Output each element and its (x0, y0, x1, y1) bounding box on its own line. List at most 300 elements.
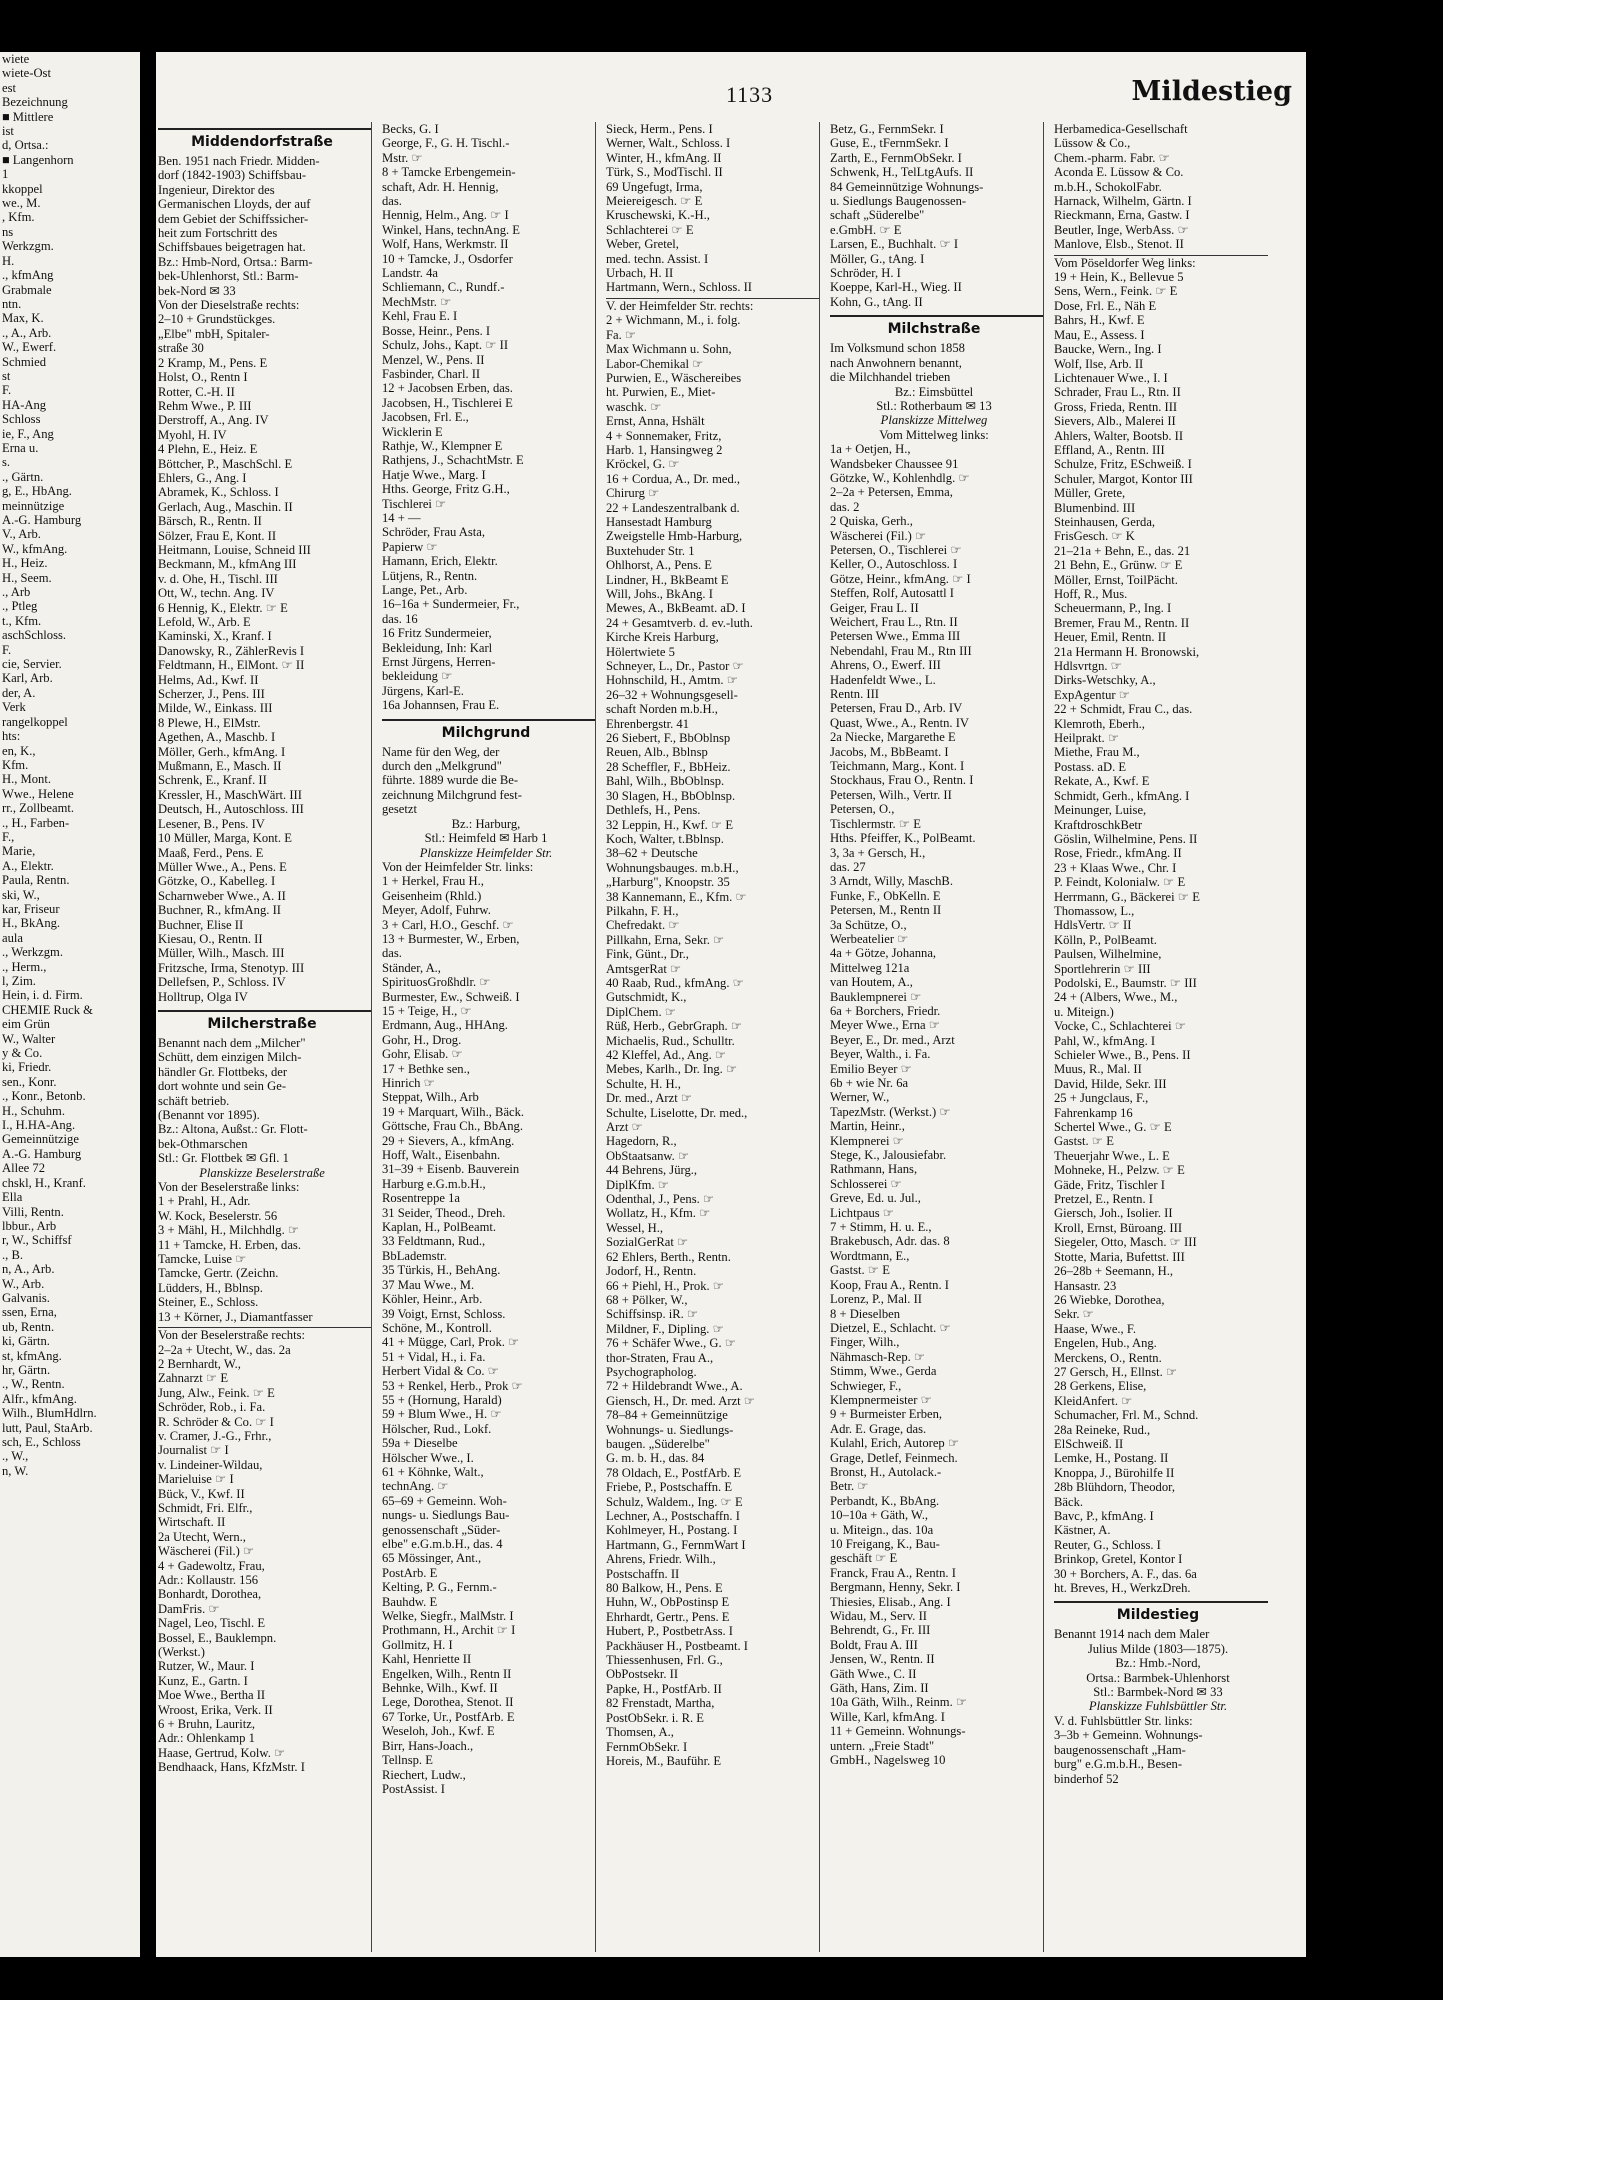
fragment-line: Alfr., kfmAng. (2, 1391, 77, 1406)
directory-entry: Chem.-pharm. Fabr. ☞ (1054, 150, 1170, 165)
directory-entry: Deutsch, H., Autoschloss. III (158, 802, 304, 817)
directory-entry: Dietzel, E., Schlacht. ☞ (830, 1320, 951, 1335)
directory-entry: Meinunger, Luise, (1054, 803, 1147, 818)
directory-entry: Lesener, B., Pens. IV (158, 816, 265, 831)
directory-entry: Papierw ☞ (382, 539, 438, 554)
directory-entry: Buchner, Elise II (158, 917, 244, 932)
directory-entry: Engelken, Wilh., Rentn II (382, 1666, 512, 1681)
street-heading: Milchstraße (830, 315, 1044, 341)
directory-entry: Ingenieur, Direktor des (158, 182, 275, 197)
directory-entry: Ahrens, O., Ewerf. III (830, 658, 941, 673)
directory-entry: BbLademstr. (382, 1248, 447, 1263)
fragment-line: y & Co. (2, 1046, 43, 1061)
directory-entry: 66 + Piehl, H., Prok. ☞ (606, 1278, 725, 1293)
directory-entry: nungs- u. Siedlungs Bau- (382, 1508, 510, 1523)
directory-entry: PostAssist. I (382, 1781, 445, 1796)
directory-entry: 2 Kramp, M., Pens. E (158, 355, 268, 370)
directory-entry: Werbeatelier ☞ (830, 931, 909, 946)
directory-entry: Birr, Hans-Joach., (382, 1738, 474, 1753)
directory-entry: Baucke, Wern., Ing. I (1054, 342, 1162, 357)
directory-entry: Bonhardt, Dorothea, (158, 1587, 262, 1602)
directory-entry: Von der Beselerstraße links: (158, 1180, 300, 1195)
directory-entry: Kohn, G., tAng. II (830, 294, 923, 309)
directory-entry: Bavc, P., kfmAng. I (1054, 1509, 1154, 1523)
fragment-line: t., Kfm. (2, 613, 42, 628)
fragment-line: W., Walter (2, 1031, 56, 1046)
directory-entry: Wille, Karl, kfmAng. I (830, 1709, 945, 1724)
directory-entry: Adr.: Ohlenkamp 1 (158, 1731, 255, 1746)
directory-entry: Podolski, E., Baumstr. ☞ III (1054, 975, 1197, 990)
directory-entry: Kunz, E., Gartn. I (158, 1673, 248, 1688)
directory-entry: schäft betrieb. (158, 1093, 230, 1108)
directory-entry: Steppat, Wilh., Arb (382, 1090, 479, 1105)
directory-entry: Bz.: Altona, Außst.: Gr. Flott- (158, 1122, 308, 1137)
directory-entry: dort wohnte und sein Ge- (158, 1079, 287, 1094)
directory-entry: Chirurg ☞ (606, 486, 660, 501)
directory-entry: Winter, H., kfmAng. II (606, 150, 722, 165)
fragment-line: ., H., Farben- (2, 815, 70, 830)
directory-entry: 28 Scheffler, F., BbHeiz. (606, 759, 731, 774)
directory-entry: Bossel, E., Bauklempn. (158, 1630, 277, 1645)
fragment-line: est (2, 80, 16, 95)
directory-entry: Gollmitz, H. I (382, 1637, 453, 1652)
directory-entry: Fa. ☞ (606, 327, 637, 342)
directory-entry: Bärsch, R., Rentn. II (158, 514, 262, 529)
directory-entry: DiplKfm. ☞ (606, 1177, 670, 1192)
directory-entry: Ständer, A., (382, 960, 441, 975)
directory-entry: genossenschaft „Süder- (382, 1522, 501, 1537)
directory-entry: 3a Schütze, O., (830, 917, 907, 932)
directory-entry: schaft Norden m.b.H., (606, 702, 718, 717)
directory-entry: 11 + Tamcke, H. Erben, das. (158, 1237, 301, 1252)
directory-entry: Gastst. ☞ E (1054, 1134, 1114, 1149)
directory-entry: Hubert, P., PostbetrAss. I (606, 1624, 733, 1639)
directory-entry: V. der Heimfelder Str. rechts: (606, 298, 820, 313)
directory-entry: Sens, Wern., Feink. ☞ E (1054, 284, 1178, 299)
directory-entry: 26–32 + Wohnungsgesell- (606, 687, 738, 702)
directory-entry: Sekr. ☞ (1054, 1307, 1094, 1322)
directory-entry: Wollatz, H., Kfm. ☞ (606, 1206, 711, 1221)
directory-entry: Jacobs, M., BbBeamt. I (830, 744, 949, 759)
directory-entry: Möller, G., tAng. I (830, 251, 925, 266)
directory-entry: Sievers, Alb., Malerei II (1054, 414, 1176, 429)
directory-entry: 24 + Gesamtverb. d. ev.-luth. (606, 615, 753, 630)
directory-entry: Ehrenbergstr. 41 (606, 716, 690, 731)
directory-entry: Pahl, W., kfmAng. I (1054, 1033, 1156, 1048)
directory-entry: Köhler, Heinr., Arb. (382, 1292, 483, 1307)
directory-entry: Gutschmidt, K., (606, 990, 687, 1005)
directory-entry: 2–2a + Utecht, W., das. 2a (158, 1342, 291, 1357)
directory-entry: Haase, Wwe., F. (1054, 1321, 1136, 1336)
directory-entry: Brinkop, Gretel, Kontor I (1054, 1552, 1183, 1567)
fragment-line: W., Ewerf. (2, 340, 57, 355)
directory-entry: ObPostsekr. II (606, 1667, 679, 1682)
directory-entry: 25 + Jungclaus, F., (1054, 1091, 1149, 1106)
directory-entry: Stimm, Wwe., Gerda (830, 1364, 937, 1379)
directory-entry: Kohlmeyer, H., Postang. I (606, 1523, 738, 1538)
directory-entry: (Benannt vor 1895). (158, 1108, 260, 1122)
directory-entry: Wäscherei (Fil.) ☞ (158, 1544, 255, 1559)
directory-entry: Rosentreppe 1a (382, 1191, 460, 1206)
fragment-line: HA-Ang (2, 397, 47, 412)
directory-entry: Boldt, Frau A. III (830, 1637, 918, 1652)
directory-entry: Papke, H., PostfArb. II (606, 1681, 722, 1696)
directory-entry: 51 + Vidal, H., i. Fa. (382, 1349, 486, 1364)
directory-entry: Max Wichmann u. Sohn, (606, 342, 732, 357)
directory-entry: 4 + Sonnemaker, Fritz, (606, 428, 722, 443)
directory-entry: Mildner, F., Dipling. ☞ (606, 1321, 724, 1336)
directory-entry: 21 Behn, E., Grünw. ☞ E (1054, 558, 1183, 573)
directory-entry: Theuerjahr Wwe., L. E (1054, 1148, 1170, 1163)
directory-entry: Dose, Frl. E., Näh E (1054, 298, 1157, 313)
fragment-line: st, kfmAng. (2, 1348, 62, 1363)
fragment-line: cie, Servier. (2, 657, 62, 672)
directory-entry: 13 + Burmester, W., Erben, (382, 931, 520, 946)
directory-entry: Hinrich ☞ (382, 1076, 435, 1090)
directory-entry: Moe Wwe., Bertha II (158, 1688, 266, 1703)
fragment-line: Villi, Rentn. (2, 1204, 64, 1219)
directory-entry: Jacobsen, Frl. E., (382, 410, 469, 425)
directory-entry: Huhn, W., ObPostinsp E (606, 1595, 730, 1610)
directory-entry: Betz, G., FernmSekr. I (830, 122, 944, 136)
directory-entry: 8 + Tamcke Erbengemein- (382, 165, 516, 180)
directory-entry: 19 + Hein, K., Bellevue 5 (1054, 270, 1184, 285)
directory-entry: 84 Gemeinnützige Wohnungs- (830, 179, 984, 194)
directory-entry: elbe" e.G.m.b.H., das. 4 (382, 1537, 503, 1551)
directory-entry: Schumacher, Frl. M., Schnd. (1054, 1408, 1199, 1423)
directory-entry: v. d. Ohe, H., Tischl. III (158, 571, 278, 586)
directory-entry: Tischlermstr. ☞ E (830, 816, 921, 831)
directory-entry: Kulahl, Erich, Autorep ☞ (830, 1436, 960, 1451)
directory-entry: Gerlach, Aug., Maschin. II (158, 499, 293, 514)
directory-entry: Steinhausen, Gerda, (1054, 514, 1156, 529)
directory-entry: 65–69 + Gemeinn. Woh- (382, 1493, 507, 1508)
fragment-line: we., M. (2, 196, 41, 211)
directory-entry: Schneyer, L., Dr., Pastor ☞ (606, 659, 744, 674)
directory-entry: Von der Beselerstraße rechts: (158, 1327, 372, 1342)
directory-entry: Hoff, Walt., Eisenbahn. (382, 1148, 501, 1163)
directory-entry: Wirtschaft. II (158, 1515, 226, 1530)
directory-entry: Stl.: Barmbek-Nord ✉ 33 (1093, 1685, 1223, 1700)
directory-entry: Ben. 1951 nach Friedr. Midden- (158, 154, 320, 168)
fragment-line: l, Zim. (2, 974, 36, 988)
directory-entry: PostObSekr. i. R. E (606, 1710, 704, 1725)
directory-entry: 78 Oldach, E., PostfArb. E (606, 1465, 742, 1480)
street-heading: Mildestieg (1054, 1601, 1268, 1627)
directory-entry: baugen. „Süderelbe" (606, 1436, 710, 1451)
directory-entry: Müller, Wilh., Masch. III (158, 946, 285, 961)
directory-entry: Herbamedica-Gesellschaft (1054, 122, 1188, 136)
directory-entry: 38–62 + Deutsche (606, 846, 698, 861)
directory-entry: Guse, E., tFernmSekr. I (830, 136, 949, 151)
directory-entry: Bz.: Hmb-Nord, Ortsa.: Barm- (158, 254, 313, 269)
directory-entry: Benannt nach dem „Milcher" (158, 1035, 306, 1050)
directory-entry: Wolf, Hans, Werkmstr. II (382, 237, 509, 252)
directory-entry: Bahl, Wilh., BbOblnsp. (606, 774, 725, 789)
directory-entry: Psychographolog. (606, 1364, 697, 1379)
directory-entry: 30 Slagen, H., BbOblnsp. (606, 788, 736, 803)
directory-entry: Rüß, Herb., GebrGraph. ☞ (606, 1019, 743, 1034)
directory-entry: 3 + Mähl, H., Milchhdlg. ☞ (158, 1223, 300, 1238)
directory-entry: Hadenfeldt Wwe., L. (830, 672, 936, 687)
directory-entry: Wordtmann, E., (830, 1248, 910, 1263)
directory-entry: Müller, Grete, (1054, 486, 1126, 501)
directory-entry: 21a Hermann H. Bronowski, (1054, 644, 1200, 659)
directory-entry: Gäde, Fritz, Tischler I (1054, 1177, 1165, 1192)
directory-entry: 59 + Blum Wwe., H. ☞ (382, 1407, 502, 1422)
fragment-line: Gemeinnützige (2, 1132, 79, 1147)
directory-entry: Planskizze Heimfelder Str. (419, 845, 553, 860)
directory-entry: Purwien, E., Wäschereibes (606, 370, 742, 385)
directory-entry: Wäscherei (Fil.) ☞ (830, 528, 927, 543)
directory-entry: Buxtehuder Str. 1 (606, 543, 695, 558)
fragment-line: ., Ptleg (2, 599, 38, 614)
column-2 (382, 122, 596, 1952)
directory-entry: Finger, Wilh., (830, 1335, 900, 1350)
directory-entry: Herrmann, G., Bäckerei ☞ E (1054, 889, 1200, 904)
fragment-line: Galvanis. (2, 1290, 50, 1305)
fragment-line: F., (2, 829, 15, 844)
directory-entry: Kaplan, H., PolBeamt. (382, 1220, 497, 1235)
directory-entry: Engelen, Hub., Ang. (1054, 1336, 1157, 1351)
directory-entry: Bz.: Eimsbüttel (894, 384, 974, 399)
directory-entry: Heilprakt. ☞ (1054, 731, 1120, 746)
directory-entry: 6b + wie Nr. 6a (830, 1076, 909, 1090)
directory-entry: 1 + Prahl, H., Adr. (158, 1194, 251, 1209)
directory-entry: Thiessenhusen, Frl. G., (606, 1653, 723, 1668)
directory-entry: Kröckel, G. ☞ (606, 457, 680, 472)
directory-entry: 3–3b + Gemeinn. Wohnungs- (1054, 1728, 1203, 1743)
directory-entry: 8 + Dieselben (830, 1306, 901, 1321)
directory-entry: 4 + Gadewoltz, Frau, (158, 1558, 265, 1573)
column-1 (158, 122, 372, 1952)
directory-entry: Scherzer, J., Pens. III (158, 687, 265, 702)
directory-entry: gesetzt (382, 802, 417, 817)
directory-entry: Lichtpaus ☞ (830, 1205, 895, 1220)
directory-entry: Horeis, M., Bauführ. E (606, 1753, 722, 1768)
fragment-line: Max, K. (2, 311, 44, 326)
directory-entry: Dellefsen, P., Schloss. IV (158, 975, 286, 990)
fragment-line: H., Heiz. (2, 556, 48, 571)
directory-entry: Geiger, Frau L. II (830, 600, 919, 615)
directory-entry: Abramek, K., Schloss. I (158, 485, 279, 500)
directory-entry: Türk, S., ModTischl. II (606, 165, 723, 180)
directory-entry: SpirituosGroßhdlr. ☞ (382, 975, 491, 990)
directory-entry: Will, Johs., BkAng. I (606, 587, 713, 601)
directory-entry: Hölertwiete 5 (606, 644, 675, 659)
directory-entry: KraftdroschkBetr (1054, 817, 1143, 832)
directory-entry: Kirche Kreis Harburg, (606, 630, 719, 645)
directory-entry: m.b.H., SchokolFabr. (1054, 179, 1162, 194)
directory-entry: Welke, Siegfr., MalMstr. I (382, 1609, 514, 1624)
directory-entry: Prothmann, H., Archit ☞ I (382, 1623, 516, 1638)
directory-entry: TapezMstr. (Werkst.) ☞ (830, 1104, 951, 1119)
directory-entry: Zweigstelle Hmb-Harburg, (606, 529, 743, 544)
directory-entry: Mußmann, E., Masch. II (158, 759, 282, 774)
directory-entry: baugenossenschaft „Ham- (1054, 1742, 1186, 1757)
directory-entry: 76 + Schäfer Wwe., G. ☞ (606, 1336, 737, 1351)
directory-entry: Maaß, Ferd., Pens. E (158, 845, 264, 860)
directory-entry: Petersen, O., (830, 802, 895, 817)
directory-entry: Sieck, Herm., Pens. I (606, 122, 713, 136)
directory-entry: Lemke, H., Postang. II (1054, 1451, 1169, 1466)
directory-entry: Götze, Heinr., kfmAng. ☞ I (830, 571, 971, 586)
directory-entry: Wohnungsbauges. m.b.H., (606, 860, 739, 875)
directory-entry: Emilio Beyer ☞ (830, 1061, 912, 1076)
directory-entry: Sportlehrerin ☞ III (1054, 961, 1151, 976)
fragment-line: chskl, H., Kranf. (2, 1175, 86, 1190)
directory-entry: Danowsky, R., ZählerRevis I (158, 643, 305, 658)
directory-entry: 8 Plewe, H., ElMstr. (158, 715, 261, 730)
directory-entry: Hölscher Wwe., I. (382, 1450, 474, 1465)
directory-entry: Tamcke, Gertr. (Zeichn. (158, 1266, 279, 1281)
directory-entry: Blumenbind. III (1054, 500, 1136, 515)
directory-entry: Meyer Wwe., Erna ☞ (830, 1018, 941, 1033)
directory-entry: Rentn. III (830, 687, 879, 702)
directory-entry: 17 + Bethke sen., (382, 1061, 470, 1076)
directory-entry: binderhof 52 (1054, 1771, 1119, 1786)
directory-entry: Hths. Pfeiffer, K., PolBeamt. (830, 831, 976, 846)
directory-entry: waschk. ☞ (606, 399, 662, 414)
directory-entry: 61 + Köhnke, Walt., (382, 1464, 484, 1479)
fragment-line: H. (2, 253, 15, 268)
directory-entry: Labor-Chemikal ☞ (606, 356, 704, 371)
directory-entry: 23 + Klaas Wwe., Chr. I (1054, 860, 1177, 875)
directory-entry: Bekleidung, Inh: Karl (382, 640, 493, 655)
directory-entry: Burmester, Ew., Schweiß. I (382, 989, 520, 1004)
directory-entry: Kästner, A. (1054, 1523, 1111, 1538)
directory-entry: Nebendahl, Frau M., Rtn III (830, 643, 972, 658)
fragment-line: hr, Gärtn. (2, 1362, 51, 1377)
directory-entry: med. techn. Assist. I (606, 251, 709, 266)
directory-entry: MechMstr. ☞ (382, 294, 452, 309)
directory-entry: führte. 1889 wurde die Be- (382, 773, 519, 788)
directory-entry: Schlachterei ☞ E (606, 222, 694, 237)
directory-entry: Stl.: Gr. Flottbek ✉ Gfl. 1 (158, 1151, 289, 1166)
directory-entry: Scharnweber Wwe., A. II (158, 888, 286, 903)
directory-entry: 2–2a + Petersen, Emma, (830, 485, 953, 500)
directory-entry: 3 Arndt, Willy, MaschB. (830, 874, 953, 889)
directory-entry: Rehm Wwe., P. III (158, 398, 252, 413)
directory-entry: Lechner, A., Postschaffn. I (606, 1509, 740, 1523)
directory-entry: das. 16 (382, 611, 418, 626)
directory-entry: Michaelis, Rud., Schulltr. (606, 1033, 735, 1048)
directory-entry: Keller, O., Autoschloss. I (830, 557, 958, 572)
directory-entry: Jensen, W., Rentn. II (830, 1652, 935, 1667)
directory-entry: Bronst, H., Autolack.- (830, 1464, 942, 1479)
directory-entry: Nähmasch-Rep. ☞ (830, 1349, 926, 1364)
directory-entry: Fasbinder, Charl. II (382, 366, 481, 381)
fragment-line: ie, F., Ang (2, 426, 54, 441)
fragment-line: n, W. (2, 1463, 29, 1478)
directory-entry: Bahrs, H., Kwf. E (1054, 313, 1145, 328)
fragment-line: H., Seem. (2, 570, 52, 585)
directory-entry: R. Schröder & Co. ☞ I (158, 1414, 274, 1429)
directory-entry: Herbert Vidal & Co. ☞ (382, 1364, 499, 1379)
directory-entry: 28 Gerkens, Elise, (1054, 1379, 1147, 1394)
directory-entry: 22 + Landeszentralbank d. (606, 500, 740, 515)
directory-entry: Rathje, W., Klempner E (382, 438, 503, 453)
column-3 (606, 122, 820, 1952)
directory-entry: Im Volksmund schon 1858 (830, 341, 965, 356)
fragment-line: rangelkoppel (2, 714, 68, 729)
fragment-line: Wilh., BlumHdlrn. (2, 1406, 97, 1421)
fragment-line: ski, W., (2, 887, 40, 902)
directory-entry: 28a Reineke, Rud., (1054, 1422, 1151, 1437)
directory-entry: Chefredakt. ☞ (606, 918, 680, 933)
directory-entry: Tischlerei ☞ (382, 496, 447, 511)
directory-entry: Hoff, R., Mus. (1054, 587, 1128, 601)
directory-entry: Götzke, W., Kohlenhdlg. ☞ (830, 470, 970, 485)
fragment-line: 1 (2, 167, 9, 182)
directory-entry: Lorenz, P., Mal. II (830, 1292, 922, 1307)
directory-entry: Wroost, Erika, Verk. II (158, 1702, 273, 1717)
fragment-line: ., B. (2, 1247, 23, 1262)
fragment-line: , Kfm. (2, 210, 35, 225)
directory-entry: Beckmann, M., kfmAng III (158, 557, 297, 572)
street-heading: Milchgrund (382, 719, 596, 745)
directory-entry: Petersen, M., Rentn II (830, 903, 942, 918)
fragment-line: lutt, Paul, StaArb. (2, 1420, 93, 1435)
directory-entry: Bendhaack, Hans, KfzMstr. I (158, 1760, 305, 1775)
directory-entry: ht. Purwien, E., Miet- (606, 385, 716, 400)
directory-entry: 4 Plehn, E., Heiz. E (158, 442, 258, 457)
directory-entry: Rathjens, J., SchachtMstr. E (382, 453, 524, 468)
directory-entry: Schrader, Frau L., Rtn. II (1054, 385, 1181, 400)
directory-entry: 69 Ungefugt, Irma, (606, 179, 703, 194)
directory-entry: Quast, Wwe., A., Rentn. IV (830, 715, 969, 730)
directory-entry: Lütjens, R., Rentn. (382, 568, 478, 583)
fragment-line: A., Elektr. (2, 858, 54, 873)
directory-entry: 30 + Borchers, A. F., das. 6a (1054, 1566, 1197, 1581)
directory-entry: Giersch, Joh., Isolier. II (1054, 1206, 1173, 1221)
directory-entry: Petersen, O., Tischlerei ☞ (830, 542, 962, 557)
directory-entry: Wohnungs- u. Siedlungs- (606, 1422, 734, 1437)
page-edge (1306, 0, 1443, 2000)
directory-entry: Sölzer, Frau E, Kont. II (158, 528, 277, 543)
directory-entry: Hartmann, Wern., Schloss. II (606, 280, 753, 295)
directory-entry: Bück, V., Kwf. II (158, 1486, 245, 1501)
directory-entry: Lege, Dorothea, Stenot. II (382, 1695, 514, 1710)
running-head: Mildestieg (1131, 76, 1292, 107)
directory-entry: 78–84 + Gemeinnützige (606, 1408, 728, 1423)
directory-entry: Schulte, H. H., (606, 1076, 681, 1091)
fragment-line: ub, Rentn. (2, 1319, 55, 1334)
directory-entry: 10a Gäth, Wilh., Reinm. ☞ (830, 1695, 968, 1710)
directory-entry: Siegeler, Otto, Masch. ☞ III (1054, 1235, 1197, 1250)
directory-entry: Dr. med., Arzt ☞ (606, 1091, 693, 1106)
directory-entry: händler Gr. Flottbeks, der (158, 1064, 288, 1079)
fragment-line: Erna u. (2, 440, 39, 455)
directory-entry: 80 Balkow, H., Pens. E (606, 1581, 723, 1596)
directory-entry: Rutzer, W., Maur. I (158, 1659, 255, 1674)
directory-entry: die Milchhandel trieben (830, 370, 951, 385)
directory-entry: Kressler, H., MaschWärt. III (158, 787, 302, 802)
directory-entry: Gohr, H., Drog. (382, 1032, 462, 1047)
directory-entry: 26 Wiebke, Dorothea, (1054, 1292, 1165, 1307)
directory-entry: Bäck. (1054, 1494, 1084, 1509)
directory-entry: untern. „Freie Stadt" (830, 1738, 935, 1753)
directory-entry: PostArb. E (382, 1565, 438, 1580)
directory-entry: Widau, M., Serv. II (830, 1609, 927, 1624)
directory-entry: Ernst Jürgens, Herren- (382, 655, 496, 670)
directory-entry: Schiffsbaues beigetragen hat. (158, 240, 306, 255)
directory-entry: Klempnermeister ☞ (830, 1392, 932, 1407)
directory-entry: ElSchweiß. II (1054, 1436, 1124, 1451)
directory-entry: Pretzel, E., Rentn. I (1054, 1192, 1153, 1207)
directory-entry: 2 Bernhardt, W., (158, 1356, 241, 1371)
directory-entry: 53 + Renkel, Herb., Prok ☞ (382, 1378, 523, 1393)
